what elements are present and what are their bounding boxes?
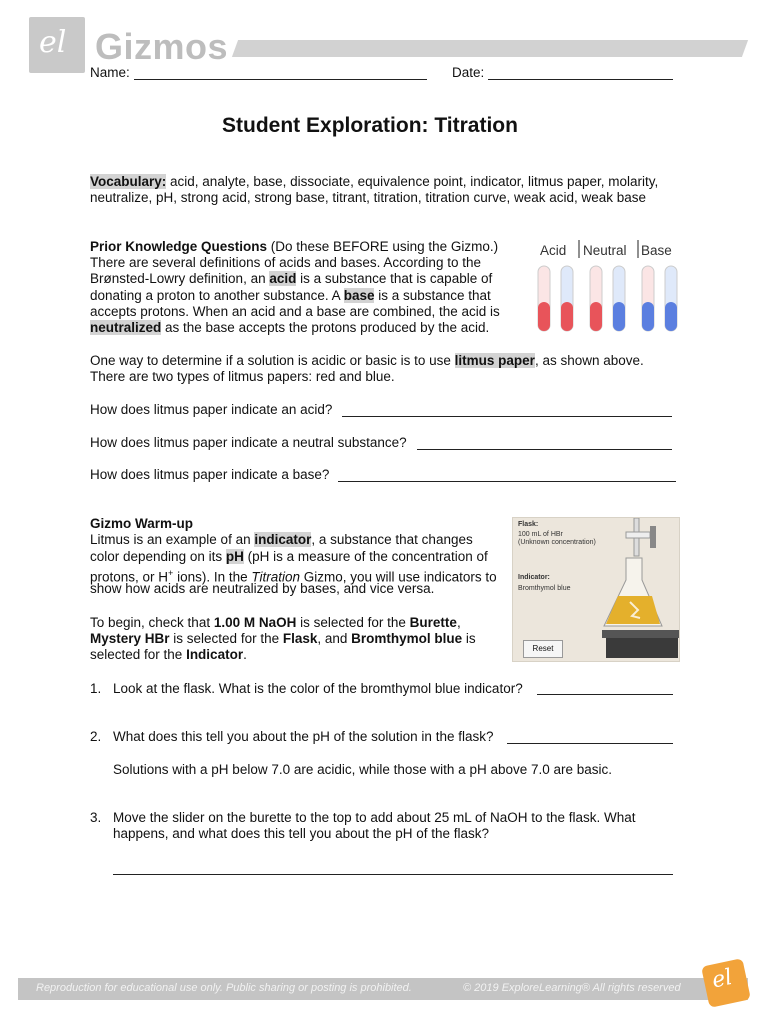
- tube-base-blue: [665, 302, 677, 331]
- prior-line3: [90, 271, 492, 287]
- prior-l4a: donating a proton to another substance. A: [90, 288, 344, 303]
- tube-neutral-red: [590, 302, 602, 331]
- prior-question-1: How does litmus paper indicate an acid?: [90, 402, 333, 417]
- gizmo-screenshot: [512, 517, 680, 662]
- prior-heading-line: [90, 239, 498, 255]
- question-2-text: What does this tell you about the pH of the solution in the flask?: [113, 729, 494, 744]
- litmus-tubes: [538, 266, 677, 331]
- litmus-paragraph-line1: [90, 353, 644, 369]
- sim-indicator-label: Indicator:: [518, 574, 550, 581]
- logo-glyph: el: [39, 25, 67, 60]
- label-base: Base: [641, 243, 672, 258]
- w2-2c: Flask: [282, 631, 318, 646]
- warmup-p2-line1: [90, 615, 461, 631]
- prior-heading: Prior Knowledge Questions: [90, 239, 268, 254]
- w2-2e: Bromthymol blue: [351, 631, 463, 646]
- warmup-line2: [90, 549, 488, 565]
- question-2-number: 2.: [90, 729, 102, 744]
- answer-line-prior-1[interactable]: [342, 416, 672, 417]
- question-3-number: 3.: [90, 810, 102, 825]
- explorelearning-logo: [29, 17, 85, 73]
- w-l2c: (pH is a measure of the concentration of: [243, 549, 488, 564]
- prior-l6b: as the base accepts the protons produced by the acid.: [161, 320, 490, 335]
- w2-a: To begin, check that: [90, 615, 214, 630]
- prior-l3a: Brønsted-Lowry definition, an: [90, 271, 270, 286]
- tube-neutral-blue: [613, 302, 625, 331]
- w2-2d: , and: [317, 631, 352, 646]
- w2-2f: is: [462, 631, 476, 646]
- name-label: Name:: [90, 65, 130, 80]
- footer-copyright: © 2019 ExploreLearning® All rights reserved: [463, 982, 681, 994]
- tube-acid-blue: [561, 302, 573, 331]
- question-1-number: 1.: [90, 681, 102, 696]
- flask-solution: [606, 596, 660, 624]
- warmup-p2-line3: [90, 647, 247, 663]
- warmup-p2-line2: [90, 631, 476, 647]
- sim-indicator-value: Bromthymol blue: [518, 585, 571, 592]
- w2-3b: Indicator: [186, 647, 244, 662]
- sim-flask-label: Flask:: [518, 521, 539, 528]
- litmus-paragraph-line2: There are two types of litmus papers: red and blue.: [90, 369, 395, 384]
- question-1-text: Look at the flask. What is the color of the bromthymol blue indicator?: [113, 681, 523, 696]
- warmup-heading: [90, 516, 193, 532]
- burette-stopcock: [650, 526, 656, 548]
- w-l3a: protons, or H: [90, 569, 169, 585]
- term-base: base: [343, 288, 375, 303]
- prior-line5: accepts protons. When an acid and a base are combined, the acid is: [90, 304, 500, 319]
- prior-l3c: is a substance that is capable of: [296, 271, 493, 286]
- label-acid: Acid: [540, 243, 567, 258]
- w-l3sup: +: [168, 568, 174, 578]
- brand-name: Gizmos: [95, 26, 229, 67]
- footer-logo-glyph: el: [709, 964, 735, 994]
- term-ph: pH: [225, 549, 244, 564]
- footer-logo: [701, 958, 751, 1008]
- w2-2b: is selected for the: [169, 631, 283, 646]
- w2-c: is selected for the: [296, 615, 410, 630]
- prior-question-3: How does litmus paper indicate a base?: [90, 467, 330, 482]
- litmus-p-a: One way to determine if a solution is acidic or basic is to use: [90, 353, 455, 368]
- answer-line-prior-2[interactable]: [417, 449, 672, 450]
- page-title: Student Exploration: Titration: [222, 114, 518, 137]
- question-3-line2: happens, and what does this tell you about the pH of the flask?: [113, 826, 490, 841]
- term-litmus-paper: litmus paper: [454, 353, 535, 368]
- w-l3b: ions). In the: [173, 569, 252, 585]
- answer-line-3[interactable]: [113, 874, 673, 875]
- w2-3a: selected for the: [90, 647, 187, 662]
- litmus-figure: [532, 238, 682, 338]
- label-neutral: Neutral: [583, 243, 627, 258]
- vocabulary-line2: neutralize, pH, strong acid, strong base, titrant, titration, titration curve, weak acid, weak base: [90, 190, 647, 205]
- prior-line4: [90, 288, 491, 304]
- answer-line-1[interactable]: [537, 694, 673, 695]
- prior-line2: There are several definitions of acids and bases. According to the: [90, 255, 481, 270]
- vocabulary-line1: acid, analyte, base, dissociate, equivalence point, indicator, litmus paper, molarity,: [166, 174, 659, 189]
- answer-line-2[interactable]: [507, 743, 673, 744]
- warmup-line1: [90, 532, 473, 548]
- w-l3c: Titration: [251, 569, 301, 585]
- prior-l4c: is a substance that: [374, 288, 491, 303]
- sim-flask-line2: (Unknown concentration): [518, 539, 596, 546]
- term-acid: acid: [269, 271, 297, 286]
- warmup-heading-text: Gizmo Warm-up: [90, 516, 193, 531]
- term-neutralized: neutralized: [90, 320, 162, 335]
- footer-disclaimer: Reproduction for educational use only. Public sharing or posting is prohibited.: [36, 982, 412, 994]
- vocabulary-label: Vocabulary:: [90, 174, 167, 189]
- name-blank[interactable]: [134, 79, 427, 80]
- answer-line-prior-3[interactable]: [338, 481, 676, 482]
- w2-e: ,: [456, 615, 461, 630]
- litmus-p-c: , as shown above.: [534, 353, 644, 368]
- term-indicator: indicator: [254, 532, 312, 547]
- flask-apparatus: [588, 518, 679, 661]
- prior-question-2: How does litmus paper indicate a neutral substance?: [90, 435, 407, 450]
- vocabulary-paragraph: [90, 174, 690, 190]
- tube-acid-red: [538, 302, 550, 331]
- reset-button[interactable]: Reset: [523, 640, 563, 658]
- date-blank[interactable]: [488, 79, 673, 80]
- date-label: Date:: [452, 65, 485, 80]
- footer-bar: [18, 978, 748, 1000]
- tube-base-red: [642, 302, 654, 331]
- w2-2a: Mystery HBr: [90, 631, 170, 646]
- w-l1c: , a substance that changes: [311, 532, 473, 547]
- prior-heading-note: (Do these BEFORE using the Gizmo.): [267, 239, 499, 254]
- prior-line6: [90, 320, 489, 336]
- warmup-line4: show how acids are neutralized by bases, and vice versa.: [90, 581, 435, 596]
- w-l2a: color depending on its: [90, 549, 226, 564]
- question-3-line1: Move the slider on the burette to the top to add about 25 mL of NaOH to the flask. What: [113, 810, 636, 825]
- w2-d: Burette: [409, 615, 457, 630]
- w-l1a: Litmus is an example of an: [90, 532, 255, 547]
- stir-plate: [606, 636, 678, 658]
- header-bar: [232, 40, 748, 57]
- w-l3d: Gizmo, you will use indicators to: [300, 569, 497, 585]
- w2-3c: .: [243, 647, 247, 662]
- w2-b: 1.00 M NaOH: [213, 615, 297, 630]
- sim-flask-line1: 100 mL of HBr: [518, 531, 563, 538]
- ph-note: Solutions with a pH below 7.0 are acidic, while those with a pH above 7.0 are basic.: [113, 762, 613, 777]
